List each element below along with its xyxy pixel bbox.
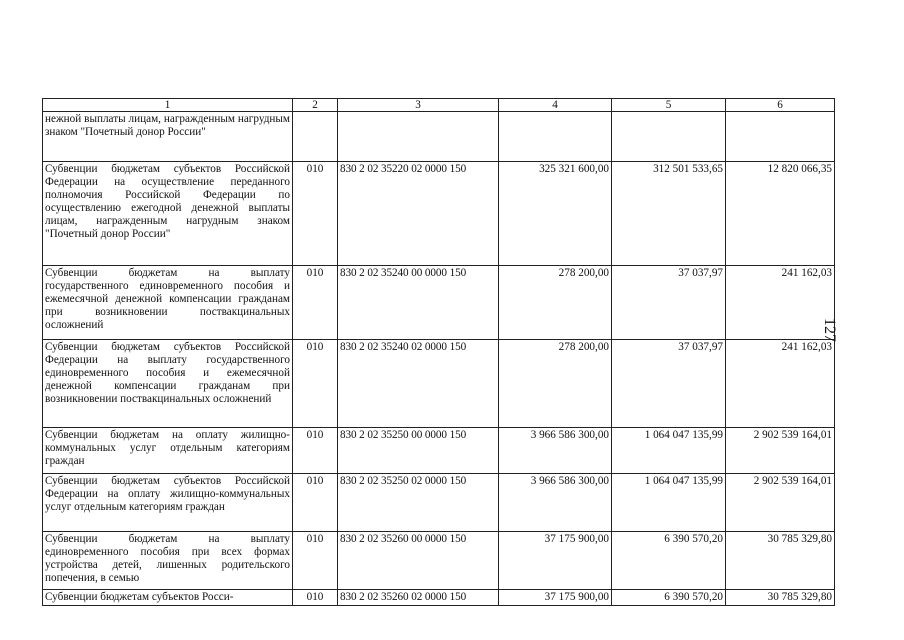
column-header-1: 1: [43, 99, 293, 112]
column-header-3: 3: [338, 99, 499, 112]
row-approved-amount: 3 966 586 300,00: [499, 474, 612, 532]
row-budget-code: 830 2 02 35240 00 0000 150: [338, 266, 499, 340]
row-approved-amount: 37 175 900,00: [499, 532, 612, 590]
row-approved-amount: 278 200,00: [499, 340, 612, 428]
column-header-2: 2: [293, 99, 338, 112]
row-unexecuted-amount: 2 902 539 164,01: [726, 474, 835, 532]
column-number-row: [43, 99, 835, 112]
page-number: 127: [821, 318, 838, 342]
row-unexecuted-amount: 241 162,03: [726, 266, 835, 340]
table-row: [43, 112, 835, 162]
row-budget-code: 830 2 02 35250 02 0000 150: [338, 474, 499, 532]
row-executed-amount: 6 390 570,20: [612, 532, 726, 590]
row-description: Субвенции бюджетам на выплату государственного единовременного пособия и ежемесячной денежной компенсации гражданам при возникновении поствакцинальных осложнений: [43, 266, 293, 340]
table-body: [43, 112, 835, 606]
row-admin-code: 010: [293, 532, 338, 590]
row-budget-code: [338, 112, 499, 162]
row-admin-code: 010: [293, 340, 338, 428]
row-admin-code: 010: [293, 590, 338, 606]
budget-execution-table: [42, 98, 835, 606]
row-description: Субвенции бюджетам субъектов Росси-: [43, 590, 293, 606]
row-description: нежной выплаты лицам, награжденным нагрудным знаком "Почетный донор России": [43, 112, 293, 162]
row-unexecuted-amount: 30 785 329,80: [726, 590, 835, 606]
row-unexecuted-amount: 12 820 066,35: [726, 162, 835, 266]
row-approved-amount: 325 321 600,00: [499, 162, 612, 266]
row-description: Субвенции бюджетам субъектов Российской Федерации на осуществление переданного полномочия Российской Федерации по осуществлению ежегодной денежной выплаты лицам, награжденным нагрудным знаком "Почетный донор России": [43, 162, 293, 266]
row-unexecuted-amount: 2 902 539 164,01: [726, 428, 835, 474]
row-admin-code: 010: [293, 428, 338, 474]
row-description: Субвенции бюджетам субъектов Российской Федерации на выплату государственного единовременного пособия и ежемесячной денежной компенсации гражданам при возникновении поствакцинальных осложнений: [43, 340, 293, 428]
row-admin-code: 010: [293, 266, 338, 340]
row-executed-amount: 37 037,97: [612, 340, 726, 428]
row-budget-code: 830 2 02 35260 02 0000 150: [338, 590, 499, 606]
row-approved-amount: [499, 112, 612, 162]
row-budget-code: 830 2 02 35240 02 0000 150: [338, 340, 499, 428]
row-approved-amount: 278 200,00: [499, 266, 612, 340]
row-executed-amount: 37 037,97: [612, 266, 726, 340]
table-row: [43, 340, 835, 428]
row-approved-amount: 37 175 900,00: [499, 590, 612, 606]
table-header: [43, 99, 835, 112]
row-executed-amount: [612, 112, 726, 162]
row-executed-amount: 1 064 047 135,99: [612, 428, 726, 474]
row-description: Субвенции бюджетам субъектов Российской Федерации на оплату жилищно-коммунальных услуг отдельным категориям граждан: [43, 474, 293, 532]
table-row: [43, 532, 835, 590]
row-budget-code: 830 2 02 35250 00 0000 150: [338, 428, 499, 474]
row-admin-code: [293, 112, 338, 162]
table-row: [43, 428, 835, 474]
row-unexecuted-amount: 241 162,03: [726, 340, 835, 428]
table-row: [43, 590, 835, 606]
row-executed-amount: 6 390 570,20: [612, 590, 726, 606]
column-header-6: 6: [726, 99, 835, 112]
row-description: Субвенции бюджетам на оплату жилищно-коммунальных услуг отдельным категориям граждан: [43, 428, 293, 474]
row-unexecuted-amount: 30 785 329,80: [726, 532, 835, 590]
row-budget-code: 830 2 02 35220 02 0000 150: [338, 162, 499, 266]
row-unexecuted-amount: [726, 112, 835, 162]
row-admin-code: 010: [293, 474, 338, 532]
row-executed-amount: 1 064 047 135,99: [612, 474, 726, 532]
table-row: [43, 162, 835, 266]
column-header-5: 5: [612, 99, 726, 112]
column-header-4: 4: [499, 99, 612, 112]
row-description: Субвенции бюджетам на выплату единовременного пособия при всех формах устройства детей, лишенных родительского попечения, в семью: [43, 532, 293, 590]
table-row: [43, 474, 835, 532]
row-executed-amount: 312 501 533,65: [612, 162, 726, 266]
row-budget-code: 830 2 02 35260 00 0000 150: [338, 532, 499, 590]
row-approved-amount: 3 966 586 300,00: [499, 428, 612, 474]
table-row: [43, 266, 835, 340]
row-admin-code: 010: [293, 162, 338, 266]
